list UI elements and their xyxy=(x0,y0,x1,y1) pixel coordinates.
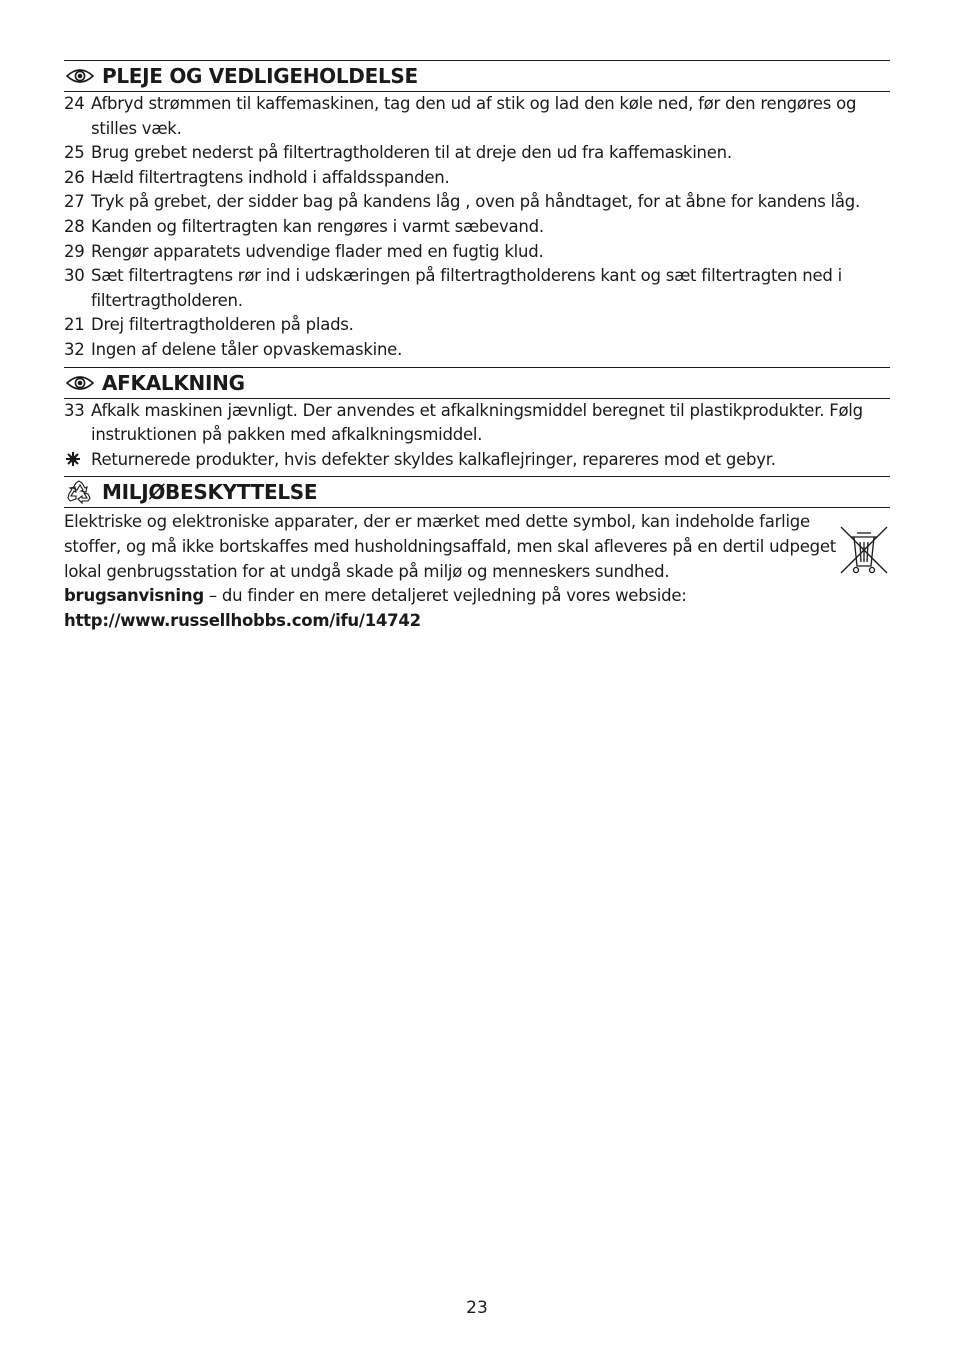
page-number: 23 xyxy=(466,1298,488,1318)
list-item xyxy=(64,92,890,141)
section-header-descale xyxy=(64,367,890,399)
crossed-out-bin-icon xyxy=(838,524,890,576)
section-header-environment xyxy=(64,476,890,508)
section-title: AFKALKNING xyxy=(102,370,245,395)
manual-label: brugsanvisning xyxy=(64,586,204,606)
environment-text: Elektriske og elektroniske apparater, der er mærket med dette symbol, kan indeholde farlige stoffer, og må ikke bortskaffes med husholdningsaffald, men skal afleveres på en dertil udpeget lokal genbrugsstation for at undgå skade på miljø og menneskers sundhed. xyxy=(64,512,836,581)
list-item xyxy=(64,313,890,338)
item-text: Afbryd strømmen til kaffemaskinen, tag den ud af stik og lad den køle ned, før den rengøres og stilles væk. xyxy=(91,94,857,138)
section-title: PLEJE OG VEDLIGEHOLDELSE xyxy=(102,64,418,88)
descale-list xyxy=(64,399,890,448)
descale-note xyxy=(64,448,890,473)
item-text: Rengør apparatets udvendige flader med en fugtig klud. xyxy=(91,241,544,261)
item-text: Tryk på grebet, der sidder bag på kandens låg , oven på håndtaget, for at åbne for kandens låg. xyxy=(91,192,860,212)
item-text: Drej filtertragtholderen på plads. xyxy=(91,315,354,335)
item-number: 26 xyxy=(64,167,85,187)
page-content xyxy=(64,60,890,633)
environment-block xyxy=(64,510,890,633)
item-text: Brug grebet nederst på filtertragtholderen til at dreje den ud fra kaffemaskinen. xyxy=(91,143,732,163)
item-number: 33 xyxy=(64,400,85,420)
eye-icon xyxy=(66,65,94,87)
item-number: 21 xyxy=(64,315,85,335)
list-item xyxy=(64,166,890,191)
item-number: 25 xyxy=(64,143,85,163)
list-item xyxy=(64,264,890,313)
item-number: 28 xyxy=(64,216,85,236)
note-text: Returnerede produkter, hvis defekter skyldes kalkaflejringer, repareres mod et gebyr. xyxy=(91,449,776,469)
eye-icon xyxy=(66,372,94,394)
list-item xyxy=(64,215,890,240)
list-item xyxy=(64,338,890,363)
item-text: Ingen af delene tåler opvaskemaskine. xyxy=(91,339,403,359)
list-item xyxy=(64,240,890,265)
list-item xyxy=(64,399,890,448)
item-text: Kanden og filtertragten kan rengøres i varmt sæbevand. xyxy=(91,216,544,236)
list-item xyxy=(64,190,890,215)
care-list xyxy=(64,92,890,363)
star-icon xyxy=(65,448,81,473)
list-item xyxy=(64,141,890,166)
item-number: 27 xyxy=(64,192,85,212)
item-number: 29 xyxy=(64,241,85,261)
item-number: 32 xyxy=(64,339,85,359)
item-text: Afkalk maskinen jævnligt. Der anvendes et afkalkningsmiddel beregnet til plastikprodukter. Følg instruktionen på pakken med afkalkningsmiddel. xyxy=(91,400,863,445)
manual-line xyxy=(64,584,890,609)
item-number: 30 xyxy=(64,266,85,286)
item-text: Hæld filtertragtens indhold i affaldsspanden. xyxy=(91,167,450,187)
item-number: 24 xyxy=(64,94,85,113)
website-link[interactable]: http://www.russellhobbs.com/ifu/14742 xyxy=(64,610,421,630)
item-text: Sæt filtertragtens rør ind i udskæringen på filtertragtholderens kant og sæt filtertragten ned i filtertragtholderen. xyxy=(91,266,842,310)
manual-text: – du finder en mere detaljeret vejledning på vores webside: xyxy=(203,586,687,606)
section-header-care xyxy=(64,60,890,92)
section-title: MILJØBESKYTTELSE xyxy=(102,480,318,505)
recycle-icon xyxy=(66,481,94,503)
